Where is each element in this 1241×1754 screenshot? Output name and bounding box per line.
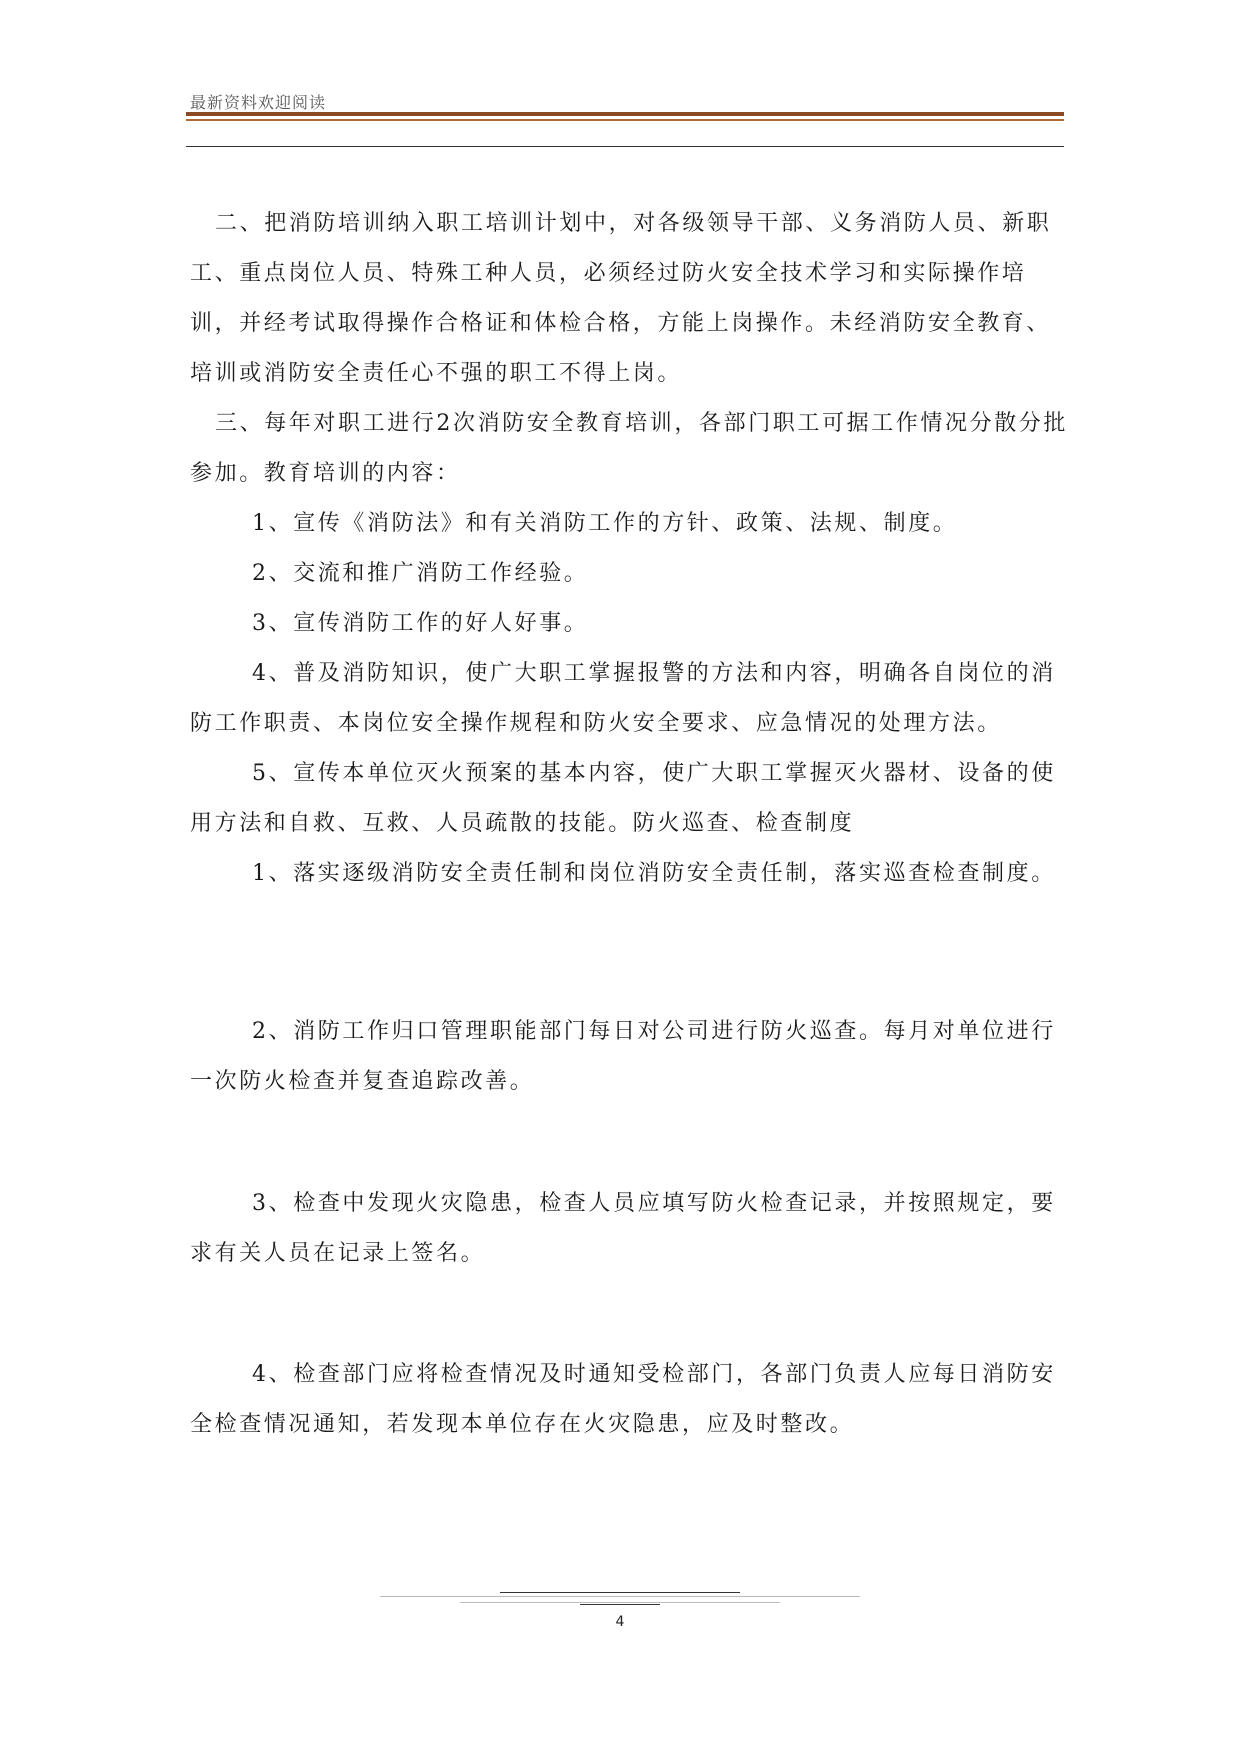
paragraph-annual-training: 三、每年对职工进行2次消防安全教育培训，各部门职工可据工作情况分散分批参加。教育培训的内容： bbox=[190, 411, 1068, 486]
footer-rule-inner bbox=[500, 1592, 740, 1593]
page-number: 4 bbox=[615, 1614, 625, 1630]
paragraph-training-plan: 二、把消防培训纳入职工培训计划中，对各级领导干部、义务消防人员、新职工、重点岗位人员、特殊工种人员，必须经过防火安全技术学习和实际操作培训，并经考试取得操作合格证和体检合格，方能上岗操作。未经消防安全教育、培训或消防安全责任心不强的职工不得上岗。 bbox=[190, 211, 1052, 386]
list-item-responsibility: 1、落实逐级消防安全责任制和岗位消防安全责任制，落实巡查检查制度。 bbox=[252, 861, 1056, 886]
list-item-fire-plan: 5、宣传本单位灭火预案的基本内容，使广大职工掌握灭火器材、设备的使用方法和自救、互救、人员疏散的技能。防火巡查、检查制度 bbox=[190, 761, 1056, 836]
footer-rule-short bbox=[580, 1604, 660, 1605]
footer-rule-lower bbox=[460, 1602, 780, 1603]
list-item-publicize-law: 1、宣传《消防法》和有关消防工作的方针、政策、法规、制度。 bbox=[252, 511, 958, 536]
list-item-fire-knowledge: 4、普及消防知识，使广大职工掌握报警的方法和内容，明确各自岗位的消防工作职责、本岗位安全操作规程和防火安全要求、应急情况的处理方法。 bbox=[190, 661, 1056, 736]
list-item-good-deeds: 3、宣传消防工作的好人好事。 bbox=[252, 611, 589, 636]
list-item-daily-patrol: 2、消防工作归口管理职能部门每日对公司进行防火巡查。每月对单位进行一次防火检查并复查追踪改善。 bbox=[190, 1019, 1056, 1094]
list-item-notify-department: 4、检查部门应将检查情况及时通知受检部门，各部门负责人应每日消防安全检查情况通知，若发现本单位存在火灾隐患，应及时整改。 bbox=[190, 1362, 1056, 1437]
page-header-title: 最新资料欢迎阅读 bbox=[190, 93, 327, 112]
list-item-share-experience: 2、交流和推广消防工作经验。 bbox=[252, 561, 589, 586]
header-rule-thin bbox=[186, 119, 1064, 121]
header-rule-bottom bbox=[186, 146, 1064, 147]
footer-rule-outer bbox=[380, 1596, 860, 1597]
list-item-hazard-record: 3、检查中发现火灾隐患，检查人员应填写防火检查记录，并按照规定，要求有关人员在记录上签名。 bbox=[190, 1191, 1056, 1266]
header-rule-thick bbox=[186, 112, 1064, 116]
